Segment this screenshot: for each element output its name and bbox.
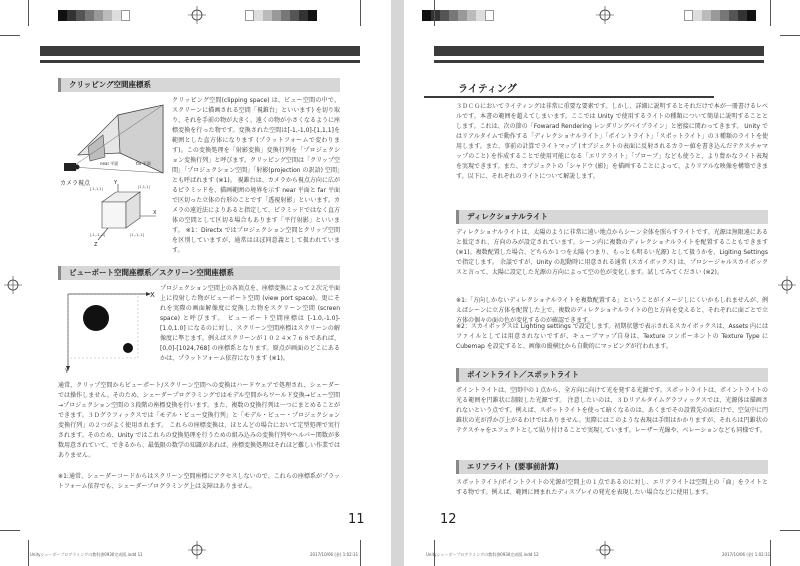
registration-mark-icon — [4, 276, 22, 294]
far-plane-label: far 平面 — [136, 161, 151, 166]
axis-y-label: Y — [114, 180, 118, 186]
chapter-title: ライティング — [458, 84, 517, 95]
registration-mark-icon — [188, 541, 206, 559]
axis-z-label: Z — [94, 242, 98, 248]
left-page — [0, 0, 391, 566]
footer-filename: Unityシェーダープログラミングの教科書0930完成版.indd 12 — [426, 552, 539, 557]
clip-cube-diagram — [90, 180, 160, 250]
crop-mark — [780, 530, 800, 531]
point-light-body-text: ポイントライトは、空間中の１点から、全方向に向けて光を発する光源です。スポットライトは、ポイントライトの光る範囲を円錐状に制限した光源です。 注意したいのは、３Ｄリアルタイムグラフィックスでは、光源体は描画されないという点です。例えば、スポットライトを使って暗くなるのは、あくまでその設置先の面だけで、空気中に円錐状の光が浮かび上がるわけではありません。実際にはこのような表現は手間はかかりますが、それらは円錐状のテクスチャをエフェクトとして貼り付けることで実現しています。レーザー光線や、ベレーションなども同様です。 — [456, 387, 768, 434]
page-header-rule — [434, 60, 764, 63]
camera-label: カメラ視点 — [60, 180, 91, 187]
screen-space-diagram — [58, 284, 158, 374]
clipping-body-text: クリッピング空間(clipping space) は、ビュー空間の中で、スクリーンに描画される空間「視錐台」といいます) を切り取り、それを手前の物が大きく、遠くの物が小さくなるように座標変換を行った物です。変換された空間は[-1,-1,0]-[1,1,1]を範囲とした直方体になります (プラットフォームで変わります)。この変換処理を「射影変換」変換行列を「プロジェクション変換行列」と呼びます。クリッピング空間は「クリップ空間」「プロジェクション空間」「射影(projection の訳語) 空間」とも呼ばれます (※1)。 視錐台は、カメラから視点方向に広がるピラミッドを、描画範囲の境界を示す near 平面と far 平面で区切った立体の台形のことです「透視射影」といいます。カメラの遠近法によりあると指定して、ピラミッドではなく直方体の空間として区切る場合もあります「平行射影」といいます。 ※1：Directx ではプロジェクション空間とクリップ空間を区別していますが、通常はほぼ同意義として扱われています。 — [172, 97, 340, 254]
gutter — [391, 0, 404, 566]
registration-mark-icon — [596, 541, 614, 559]
directional-body-text: ディレクショナルライトは、太陽のように非常に遠い地点からシーン全体を照らすライトです。光源は無限遠にあると仮定され、方向のみが設定されています。シーン内に複数のディレクショナルライトを配置することもできます (※1)。複数配置した場合、どちらか１つを太陽 (つまり、もっとも明るい光源) として扱うかを、Ligiting Settings で指定します。 余談ですが、Unity の起動時に用意される通常 (スカイボックス) は、プロシージャルスカイボックスと言って、太陽に設定した光源の方向によって空の色が変化します。試してみてください (※2)。 — [456, 229, 768, 276]
footer-filename: Unityシェーダープログラミングの教科書0930完成版.indd 11 — [30, 552, 143, 557]
footer-timestamp: 2017/10/06 (金) 1:02:31 — [722, 552, 771, 557]
color-scale-bar — [245, 10, 317, 21]
right-page — [404, 0, 800, 566]
crop-mark — [360, 0, 361, 26]
intro-body-text: ３ＤＣＧにおいてライティングは非常に重要な要素です。しかし、詳細に説明するとそれだけで本が一冊書けるレベルです。本書の範囲を超えてしまいます。ここでは Unity で使用するライトの種類について簡単に説明することとします。これは、次の節の「Fowarad Rendering レンダリングパイプライン」と密接に関わってきます。 Unity ではリアルタイムで動作する「ディレクショナルライト」「ポイントライト」「スポットライト」の３種類のライトを使用します。また、事前の計算でライトマップ (オブジェクトの表面に反射されるカラー値を書き込んだテクスチャマップのこと) を作成することで使用可能になる「エリアライト」「プローブ」なども使うと、より豊かなライト表現を実現できます。また、オブジェクトの「シャドウ (影)」を描画することによって、よりリアルな映像を構築できます。以下に、それぞれのライトについて解説します。 — [456, 103, 768, 180]
crop-mark — [360, 540, 361, 566]
footnote-text: ※1:通常、シェーダーコードからはスクリーン空間座標にアクセスしないので、これらの座標系がプラットフォーム依存でも、シェーダープログラミング上は支障はありません。 — [58, 473, 340, 490]
color-scale-bar — [684, 10, 756, 21]
crop-mark — [770, 540, 771, 566]
registration-mark-icon — [188, 6, 206, 24]
section-heading: ポイントライト／スポットライト — [456, 368, 768, 382]
crop-mark — [770, 0, 771, 26]
registration-mark-icon — [596, 6, 614, 24]
crop-mark — [28, 0, 29, 26]
page-number: 11 — [348, 512, 365, 527]
crop-mark — [780, 35, 800, 36]
color-scale-bar — [58, 10, 130, 21]
axis-y-label: Y — [65, 368, 69, 375]
directional-note-2: ※2：スカイボックスは Lighting settings で設定します。初期状態で表示されるスカイボックスは、Assets 内にはファイルとしては用意されないですが、キューブマップ自身は、Texture コンポーネントの Texture Type に Cubemap を設定すると、画像の縦横比から自動的にマッピングが行われます。 — [456, 323, 768, 350]
closing-body-text: 通常、クリップ空間からビューポート/スクリーン空間への変換はハードウェアで処理され、シェーダーでは操作しません。そのため、シェーダープログラミングではモデル空間からワールド変換→ビュー空間→プロジェクション空間の３段階の座標変換を行います。また、複数の変換行列は一つにまとめることができます。３Ｄグラフィックスでは「モデル・ビュー変換行列」と「モデル・ビュー・プロジェクション変換行列」の２つがよく使用されます。 これらの座標変換は、ほとんどの場合において定型処理で実行されます。そのため、Unity ではこれらの変換処理を行うための組み込みの変換行列やヘルパー関数が多数用意されていて、できるから、最低限の数学の知識があれば、座標変換処理はそれほど難しい作業ではありません。 — [58, 382, 340, 459]
color-scale-bar — [422, 10, 494, 21]
viewport-body-text: プロジェクション空間上の各頂点を、座標変換によって２次元平面上に投射した物がビューポート空間 (view port space)。更にそれを実際の画面解像度に変換した物をスクリーン空間 (screen space) と呼びます。 ビューポート空間座標は [-1.0,-1.0]-[1.0,1.0] になるのに対し、スクリーン空間座標はスクリーンの解像度に準じます。例えばスクリーンが１０２４×７６８であれば、[0,0]-[1024,768] の座標系となります。原点が画面のどこにあるかは、プラットフォーム依存になります (※1)。 — [160, 285, 340, 362]
page-number: 12 — [440, 512, 457, 527]
axis-x-label: X — [150, 291, 155, 299]
page-header-bar — [434, 46, 764, 56]
axis-x-label: X — [153, 210, 157, 216]
section-heading: エリアライト (要事前計算) — [456, 460, 768, 474]
area-light-body-text: スポットライト/ポイントライトの光源が空間上の１点であるのに対し、エリアライトは空間上の「面」をライトとする物です。例えば、範囲に囲まれたディスプレイの発光を表現したい場合などに使用します。 — [456, 479, 768, 496]
page-header-rule — [40, 60, 360, 63]
registration-mark-icon — [778, 276, 796, 294]
cube-corner-label: [1,-1,-1] — [130, 233, 145, 237]
cube-corner-label: [-1,1,1] — [90, 187, 103, 191]
crop-mark — [0, 530, 20, 531]
page-header-bar — [40, 46, 360, 56]
cube-corner-label: [-1,-1,-1] — [90, 233, 106, 237]
section-heading: クリッピング空間座標系 — [58, 78, 340, 92]
crop-mark — [28, 540, 29, 566]
chapter-title-underline — [424, 96, 714, 98]
near-plane-label: near 平面 — [100, 161, 119, 166]
view-frustum-diagram — [58, 95, 168, 190]
cube-corner-label: [1,1,1] — [138, 185, 150, 189]
crop-mark — [0, 35, 20, 36]
crop-mark — [434, 0, 435, 26]
section-heading: ビューポート空間座標系／スクリーン空間座標系 — [58, 266, 340, 280]
directional-note-1: ※1:「方向しかないディレクショナルライトを複数配置する」ということがイメージしにくいかもしれませんが、例えばシーンに立方体を配置した上で、複数のディレクショナルライトの色と方向を変えると、それぞれに面ごとで立方体の個々の面の色が変化するのが確認できます。 — [456, 297, 768, 324]
footer-timestamp: 2017/10/06 (金) 1:02:31 — [310, 552, 359, 557]
section-heading: ディレクショナルライト — [456, 210, 768, 224]
